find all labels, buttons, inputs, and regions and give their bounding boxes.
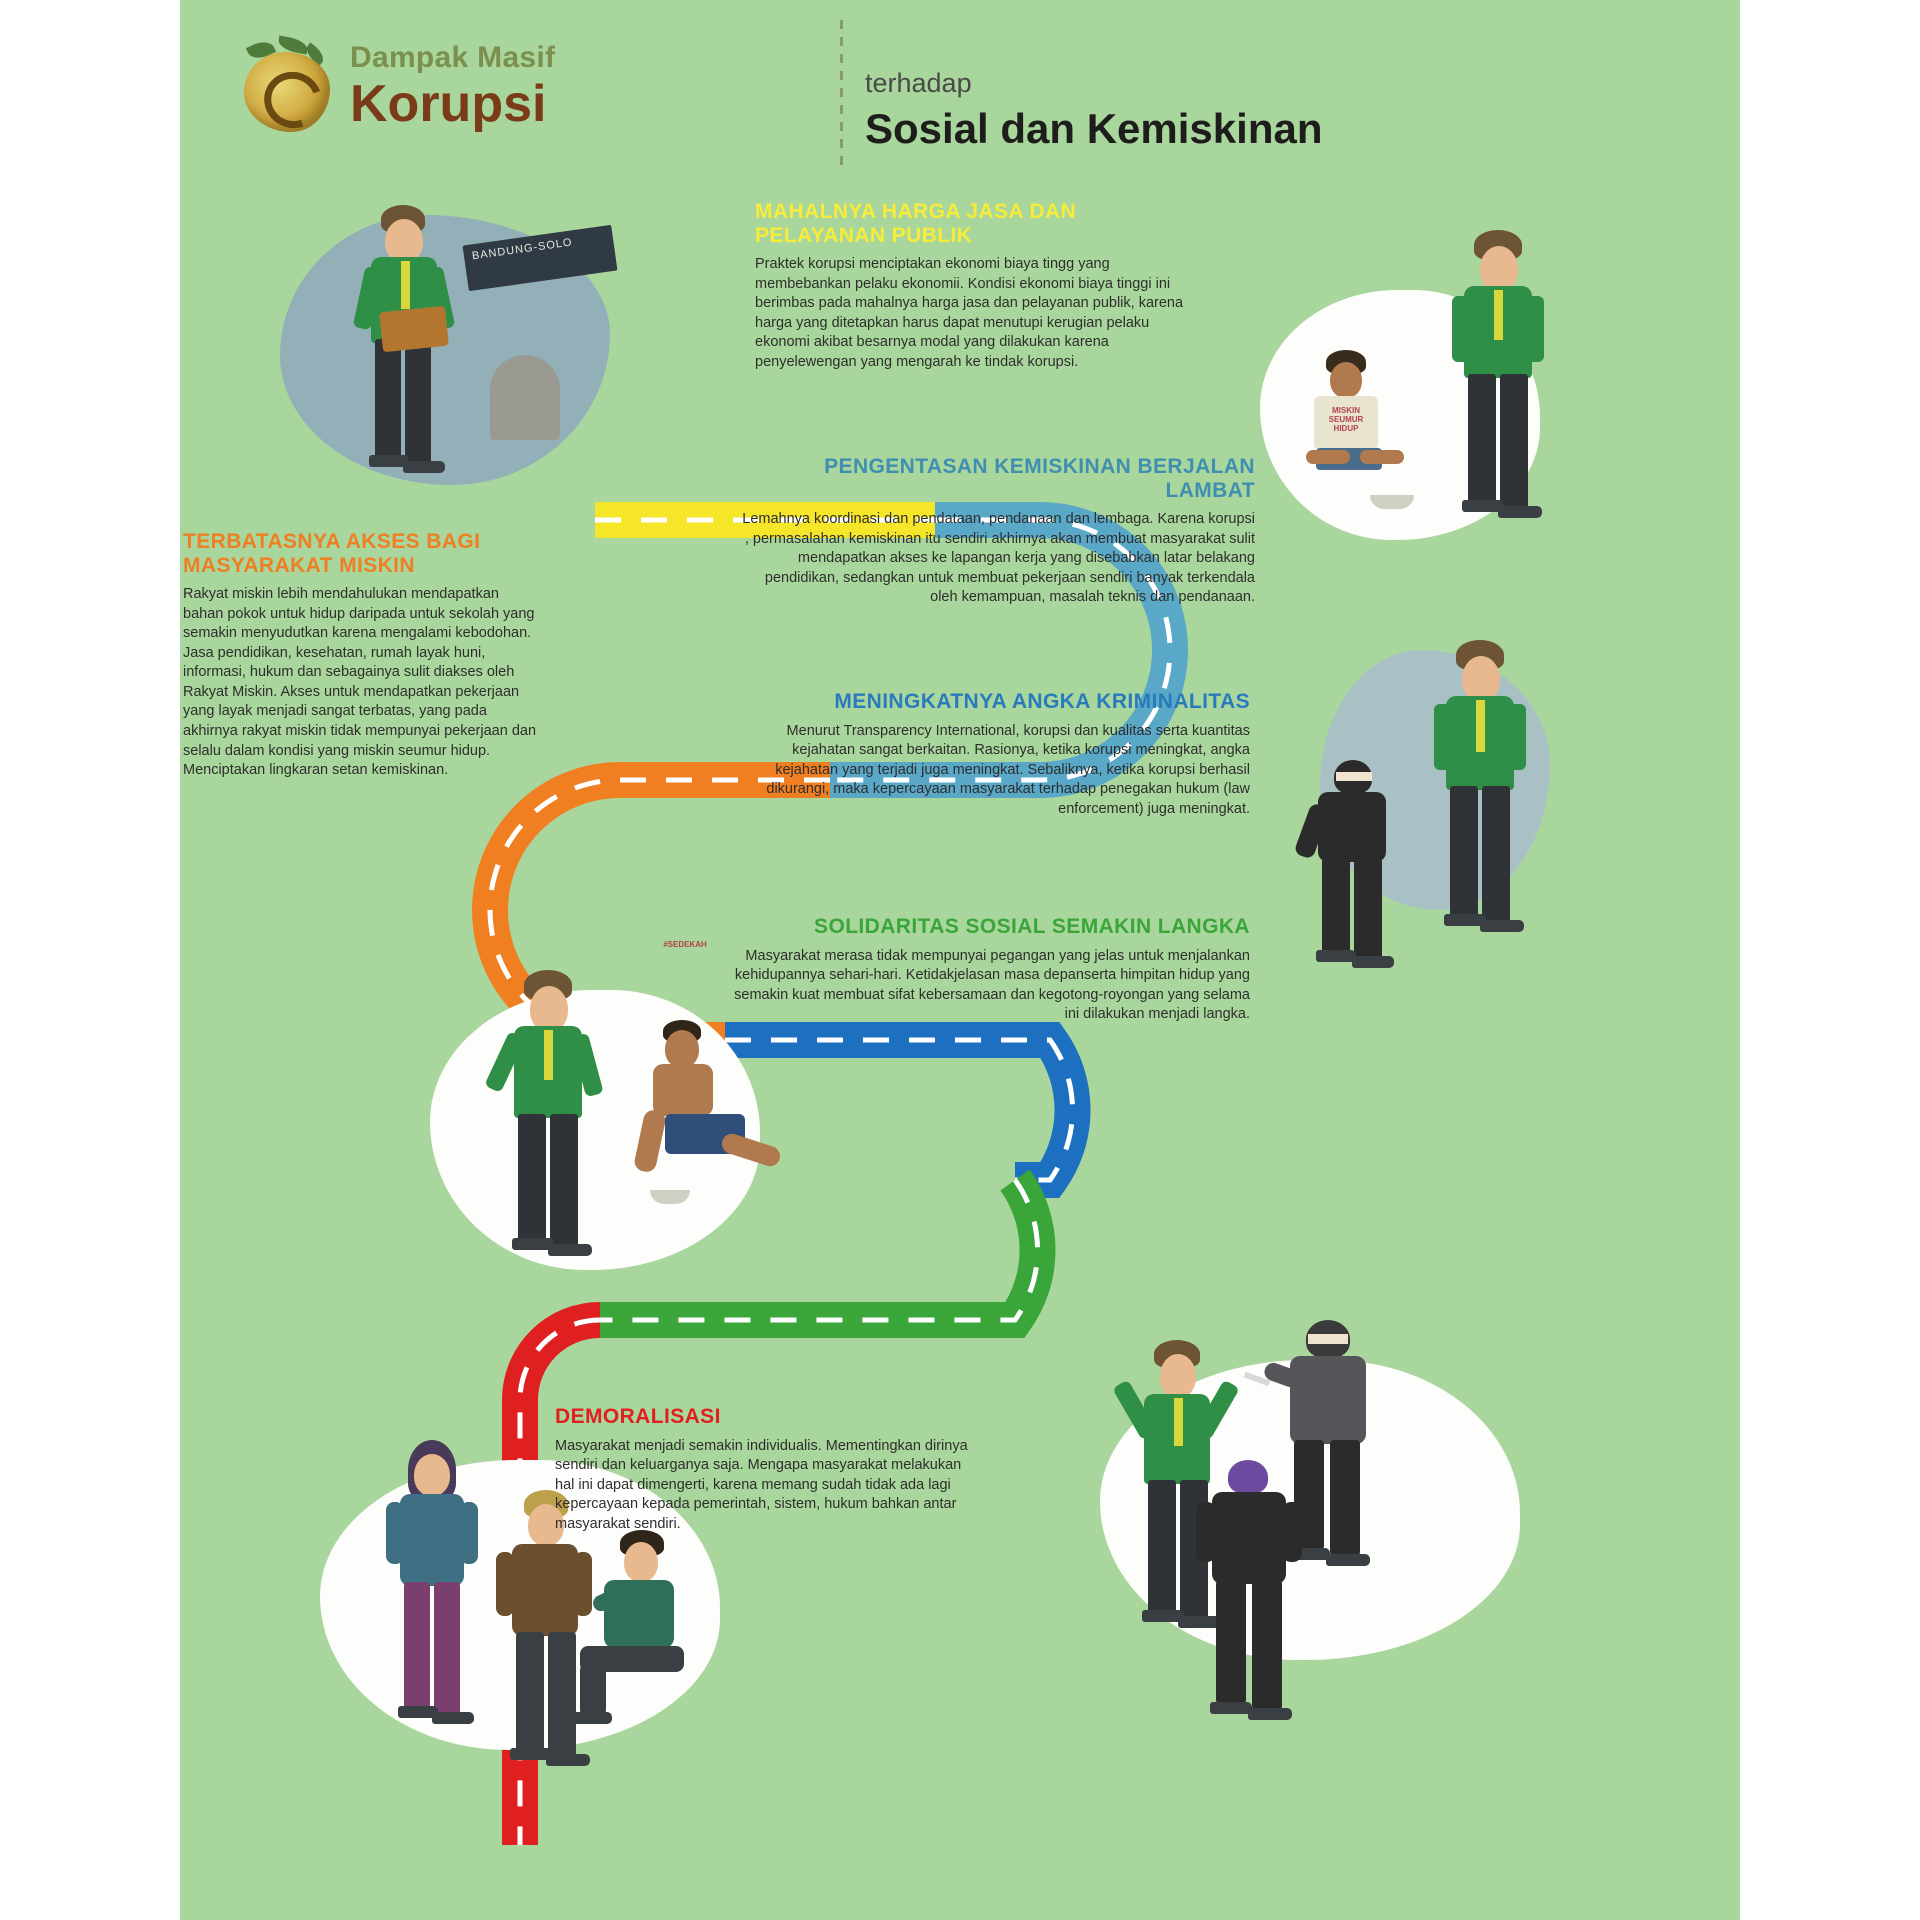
figure-man-1 (345, 205, 485, 505)
section-heading: MENINGKATNYA ANGKA KRIMINALITAS (834, 690, 1250, 713)
section-body: Praktek korupsi menciptakan ekonomi biaya tingg yang membebankan pelaku ekonomii. Kondisi ekonomi biaya tinggi ini berimbas pada mahalnya harga jasa dan pelayanan publik, karena harga yang ditetapkan harus dapat menutupi kerugian pelaku ekonomi akibat besarnya modal yang dilakukan karena penyelewengan yang mengarah ke tindak korupsi. (755, 256, 1184, 370)
title-left (350, 42, 620, 132)
title-line-1: Dampak Masif (350, 41, 556, 74)
figure-robber-2 (1190, 1460, 1350, 1780)
title-line-2: Korupsi (350, 75, 547, 133)
man-with-sign-scene (240, 195, 660, 525)
robbery-scene (1080, 1300, 1600, 1780)
section-meningkatnya-kriminalitas (750, 690, 1250, 819)
poster-canvas (180, 0, 1740, 1920)
child-shirt-text: MISKIN SEUMUR HIDUP (1328, 406, 1364, 433)
figure-poor-child (1300, 350, 1420, 490)
section-body: Menurut Transparency International, korupsi dan kualitas serta kuantitas kejahatan sangat berkaitan. Rasionya, ketika korupsi meningkat, angka kejahatan yang terjadi juga meningkat. Sebaliknya, ketika korupsi berhasil dikurangi, maka kepercayaan masyarakat terhadap penegakan hukum (law enforcement) juga meningkat. (766, 722, 1250, 817)
section-solidaritas-sosial (720, 915, 1250, 1025)
section-heading: MAHALNYA HARGA JASA DAN PELAYANAN PUBLIK (755, 200, 1077, 247)
title-subtitle: terhadap (865, 68, 972, 98)
man-and-poor-child-scene (1240, 230, 1660, 580)
section-demoralisasi (555, 1405, 975, 1534)
seed-swirl-logo-icon (230, 38, 345, 143)
section-heading: PENGENTASAN KEMISKINAN BERJALAN LAMBAT (824, 455, 1255, 502)
section-heading: DEMORALISASI (555, 1405, 721, 1428)
figure-man-2 (1440, 230, 1580, 560)
section-mahalnya-harga (755, 200, 1185, 372)
sedekah-label: #SEDEKAH (663, 940, 707, 949)
section-pengentasan-kemiskinan (735, 455, 1255, 608)
section-heading: TERBATASNYA AKSES BAGI MASYARAKAT MISKIN (183, 530, 481, 577)
figure-sitting-man (580, 1530, 730, 1730)
section-terbatasnya-akses (183, 530, 543, 781)
title-main: Sosial dan Kemiskinan (865, 105, 1323, 152)
section-body: Rakyat miskin lebih mendahulukan mendapatkan bahan pokok untuk hidup daripada untuk sekolah yang semakin menyudutkan karena mengalami kebodohan. Jasa pendidikan, kesehatan, rumah layak huni, informasi, hukum dan sebagainya sulit diakses oleh Rakyat Miskin. Akses untuk mendapatkan pekerjaan yang layak menjadi sangat terbatas, yang pada akhirnya rakyat miskin tidak mempunyai pekerjaan dan selalu dalam kondisi yang miskin seumur hidup. Menciptakan lingkaran setan kemiskinan. (183, 586, 537, 779)
thief-behind-man-scene (1290, 630, 1690, 990)
figure-thief (1300, 760, 1450, 990)
section-body: Masyarakat menjadi semakin individualis. Mementingkan dirinya sendiri dan keluarganya saja. Mengapa masyarakat melakukan hal ini dapat dimengerti, karena memang sudah tidak ada lagi kepercayaan kepada pemerintah, sistem, hukum bahkan antar masyarakat sendiri. (555, 1437, 968, 1532)
section-body: Masyarakat merasa tidak mempunyai pegangan yang jelas untuk menjalankan kehidupannya sehari-hari. Ketidakjelasan masa depanserta himpitan hidup yang semakin kuat membuat sifat kebersamaan dan kegotong-royongan yang selama ini dilakukan menjadi langka. (734, 947, 1250, 1023)
poster-header (220, 20, 1323, 152)
title-divider (840, 20, 843, 170)
section-heading: SOLIDARITAS SOSIAL SEMAKIN LANGKA (814, 915, 1250, 938)
section-body: Lemahnya koordinasi dan pendataan, pendanaan dan lembaga. Karena korupsi , permasalahan kemiskinan itu sendiri akhirnya akan membuat masyarakat sulit mendapatkan akses ke lapangan kerja yang disebabkan latar belakang pendidikan, sedangkan untuk membuat pekerjaan sendiri banyak terkendala oleh kemampuan, masalah teknis dan pendanaan. (742, 511, 1255, 606)
road-sign-label: BANDUNG-SOLO (471, 236, 574, 263)
figure-man-3 (490, 970, 630, 1290)
